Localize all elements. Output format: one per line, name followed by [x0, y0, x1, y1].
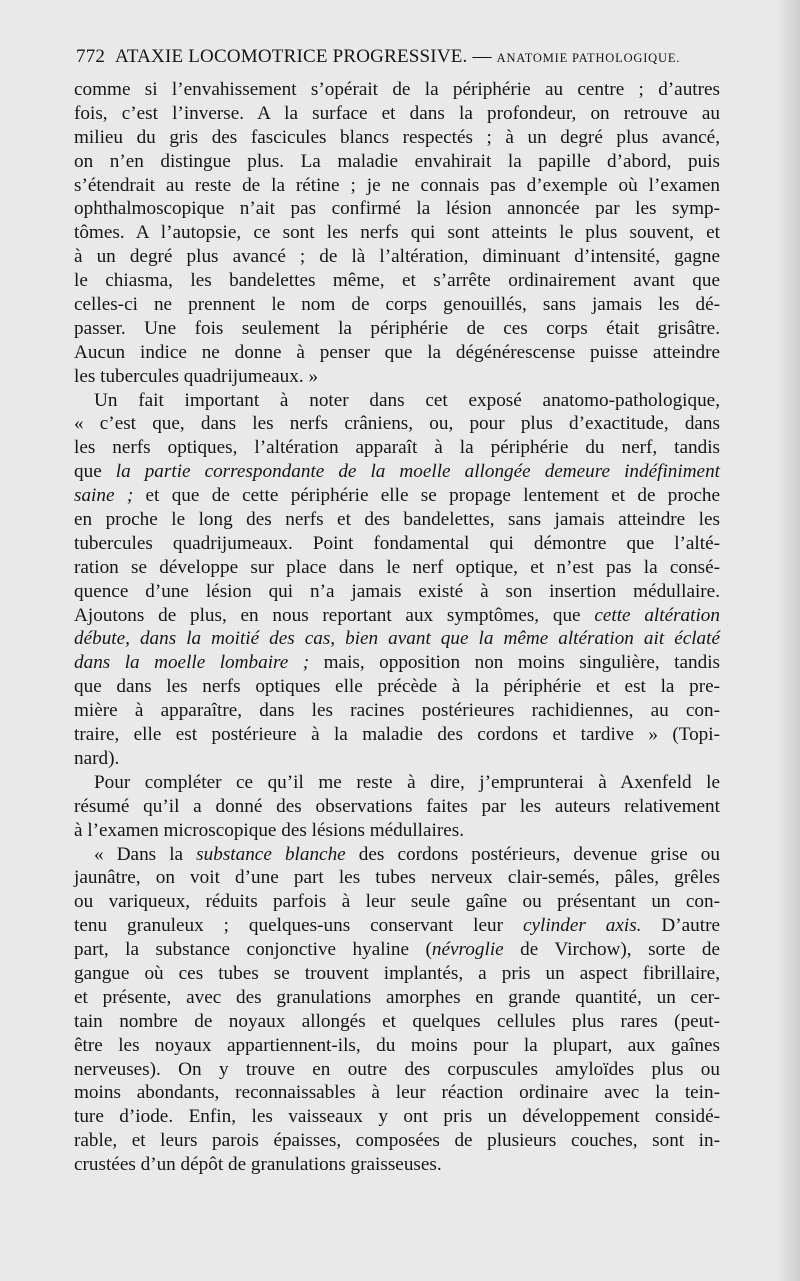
text-line	[74, 317, 720, 341]
text-line	[74, 102, 720, 126]
text-line	[74, 1010, 720, 1034]
text-line	[74, 365, 720, 389]
text-segment: les tubercules quadrijumeaux. »	[74, 365, 319, 387]
text-segment: être les noyaux appartiennent-ils, du moins pour la plupart, aux gaînes	[74, 1034, 720, 1056]
text-segment: et que de cette périphérie elle se propage lentement et de proche	[133, 485, 720, 507]
text-line	[74, 843, 720, 867]
text-segment: mière à apparaître, dans les racines postérieures rachidiennes, au con-	[74, 700, 720, 722]
text-line	[74, 197, 720, 221]
text-line	[74, 221, 720, 245]
page-edge-shadow	[776, 0, 800, 1281]
text-segment: « Dans la	[94, 843, 197, 865]
text-segment: de Virchow), sorte de	[503, 939, 720, 961]
text-segment: les nerfs optiques, l’altération apparaît à la périphérie du nerf, tandis	[74, 437, 720, 459]
text-segment: Aucun indice ne donne à penser que la dégénérescense puisse atteindre	[74, 341, 720, 363]
text-segment: à un degré plus avancé ; de là l’altération, diminuant d’intensité, gagne	[74, 246, 720, 268]
text-line	[74, 651, 720, 675]
text-segment: tain nombre de noyaux allongés et quelques cellules plus rares (peut-	[74, 1010, 720, 1032]
text-line	[74, 412, 720, 436]
italic-text-segment: substance blanche	[196, 843, 346, 865]
text-segment: tômes. A l’autopsie, ce sont les nerfs qui sont atteints le plus souvent, et	[74, 222, 720, 244]
text-line	[74, 795, 720, 819]
text-line	[74, 1081, 720, 1105]
italic-text-segment: débute, dans la moitié des cas, bien avant que la même altération ait éclaté	[74, 628, 720, 650]
text-line	[74, 723, 720, 747]
italic-text-segment: névroglie	[431, 939, 504, 961]
text-line	[74, 126, 720, 150]
text-segment: tubercules quadrijumeaux. Point fondamental qui démontre que l’alté-	[74, 532, 720, 554]
text-line	[74, 627, 720, 651]
text-segment: ration se développe sur place dans le nerf optique, et n’est pas la consé-	[74, 556, 720, 578]
text-line	[74, 890, 720, 914]
page-number: 772	[76, 46, 106, 67]
text-segment: et présente, avec des granulations amorphes en grande quantité, un cer-	[74, 986, 720, 1008]
text-line	[74, 484, 720, 508]
running-title: ATAXIE LOCOMOTRICE PROGRESSIVE.	[115, 46, 468, 67]
text-line	[74, 460, 720, 484]
text-line	[74, 866, 720, 890]
italic-text-segment: cylinder axis.	[522, 915, 642, 937]
text-segment: Un fait important à noter dans cet exposé anatomo-pathologique,	[94, 389, 720, 411]
italic-text-segment: dans la moelle lombaire ;	[74, 652, 310, 674]
text-line	[74, 508, 720, 532]
text-segment: mais, opposition non moins singulière, tandis	[309, 652, 721, 674]
text-segment: comme si l’envahissement s’opérait de la périphérie au centre ; d’autres	[74, 79, 720, 100]
text-line	[74, 986, 720, 1010]
text-line	[74, 1129, 720, 1153]
header-separator: —	[472, 46, 492, 67]
text-segment: rable, et leurs parois épaisses, composées de plusieurs couches, sont in-	[74, 1130, 720, 1152]
running-subtitle: ANATOMIE PATHOLOGIQUE.	[496, 51, 681, 65]
text-segment: milieu du gris des fascicules blancs respectés ; à un degré plus avancé,	[74, 126, 720, 148]
text-segment: le chiasma, les bandelettes même, et s’arrête ordinairement avant que	[74, 270, 720, 292]
text-line	[74, 1058, 720, 1082]
text-segment: quence d’une lésion qui n’a jamais existé à son insertion médullaire.	[74, 580, 720, 602]
text-line	[74, 269, 720, 293]
text-segment: nerveuses). On y trouve en outre des corpuscules amyloïdes plus ou	[74, 1058, 720, 1080]
text-segment: des cordons postérieurs, devenue grise ou	[345, 843, 720, 865]
text-segment: part, la substance conjonctive hyaline (	[74, 939, 432, 961]
text-line	[74, 675, 720, 699]
running-header	[76, 46, 736, 72]
text-line	[74, 293, 720, 317]
text-segment: nard).	[74, 747, 120, 769]
text-line	[74, 341, 720, 365]
text-line	[74, 699, 720, 723]
text-segment: s’étendrait au reste de la rétine ; je ne connais pas d’exemple où l’examen	[74, 174, 720, 196]
text-line	[74, 962, 720, 986]
text-segment: on n’en distingue plus. La maladie envahirait la papille d’abord, puis	[74, 150, 720, 172]
text-segment: gangue où ces tubes se trouvent implantés, a pris un aspect fibrillaire,	[74, 962, 720, 984]
text-segment: D’autre	[641, 915, 721, 937]
text-line	[74, 174, 720, 198]
text-segment: « c’est que, dans les nerfs crâniens, ou, pour plus d’exactitude, dans	[74, 413, 720, 435]
italic-text-segment: cette altération	[594, 604, 720, 626]
text-segment: que dans les nerfs optiques elle précède à la périphérie et est la pre-	[74, 676, 720, 698]
text-segment: jaunâtre, on voit d’une part les tubes nerveux clair-semés, pâles, grêles	[74, 867, 720, 889]
text-line	[74, 771, 720, 795]
text-segment: en proche le long des nerfs et des bandelettes, sans jamais atteindre les	[74, 509, 720, 531]
text-segment: crustées d’un dépôt de granulations graisseuses.	[74, 1154, 442, 1176]
text-segment: moins abondants, reconnaissables à leur réaction ordinaire avec la tein-	[74, 1082, 720, 1104]
italic-text-segment: saine ;	[74, 485, 134, 507]
text-line	[74, 1153, 720, 1177]
text-segment: passer. Une fois seulement la périphérie de ces corps était grisâtre.	[74, 317, 720, 339]
text-line	[74, 556, 720, 580]
text-line	[74, 604, 720, 628]
text-line	[74, 150, 720, 174]
text-segment: celles-ci ne prennent le nom de corps genouillés, sans jamais les dé-	[74, 294, 720, 316]
text-line	[74, 245, 720, 269]
text-line	[74, 819, 720, 843]
text-line	[74, 580, 720, 604]
text-segment: à l’examen microscopique des lésions médullaires.	[74, 819, 465, 841]
text-line	[74, 389, 720, 413]
text-segment: tenu granuleux ; quelques-uns conservant leur	[74, 915, 523, 937]
text-body	[74, 78, 720, 1177]
text-segment: ou variqueux, réduits parfois à leur seule gaîne ou présentant un con-	[74, 891, 720, 913]
italic-text-segment: la partie correspondante de la moelle allongée demeure indéfiniment	[115, 461, 720, 483]
text-segment: Pour compléter ce qu’il me reste à dire, j’emprunterai à Axenfeld le	[94, 771, 720, 793]
text-segment: ture d’iode. Enfin, les vaisseaux y ont pris un développement considé-	[74, 1106, 720, 1128]
text-segment: Ajoutons de plus, en nous reportant aux symptômes, que	[74, 604, 595, 626]
text-segment: que	[74, 461, 116, 483]
text-line	[74, 938, 720, 962]
text-segment: fois, c’est l’inverse. A la surface et dans la profondeur, on retrouve au	[74, 102, 720, 124]
text-line	[74, 914, 720, 938]
text-segment: ophthalmoscopique n’ait pas confirmé la lésion annoncée par les symp-	[74, 198, 720, 220]
text-line	[74, 1034, 720, 1058]
text-segment: résumé qu’il a donné des observations faites par les auteurs relativement	[74, 795, 720, 817]
text-line	[74, 532, 720, 556]
text-line	[74, 1105, 720, 1129]
text-segment: traire, elle est postérieure à la maladie des cordons et tardive » (Topi-	[74, 724, 720, 746]
text-line	[74, 78, 720, 102]
text-line	[74, 436, 720, 460]
text-line	[74, 747, 720, 771]
